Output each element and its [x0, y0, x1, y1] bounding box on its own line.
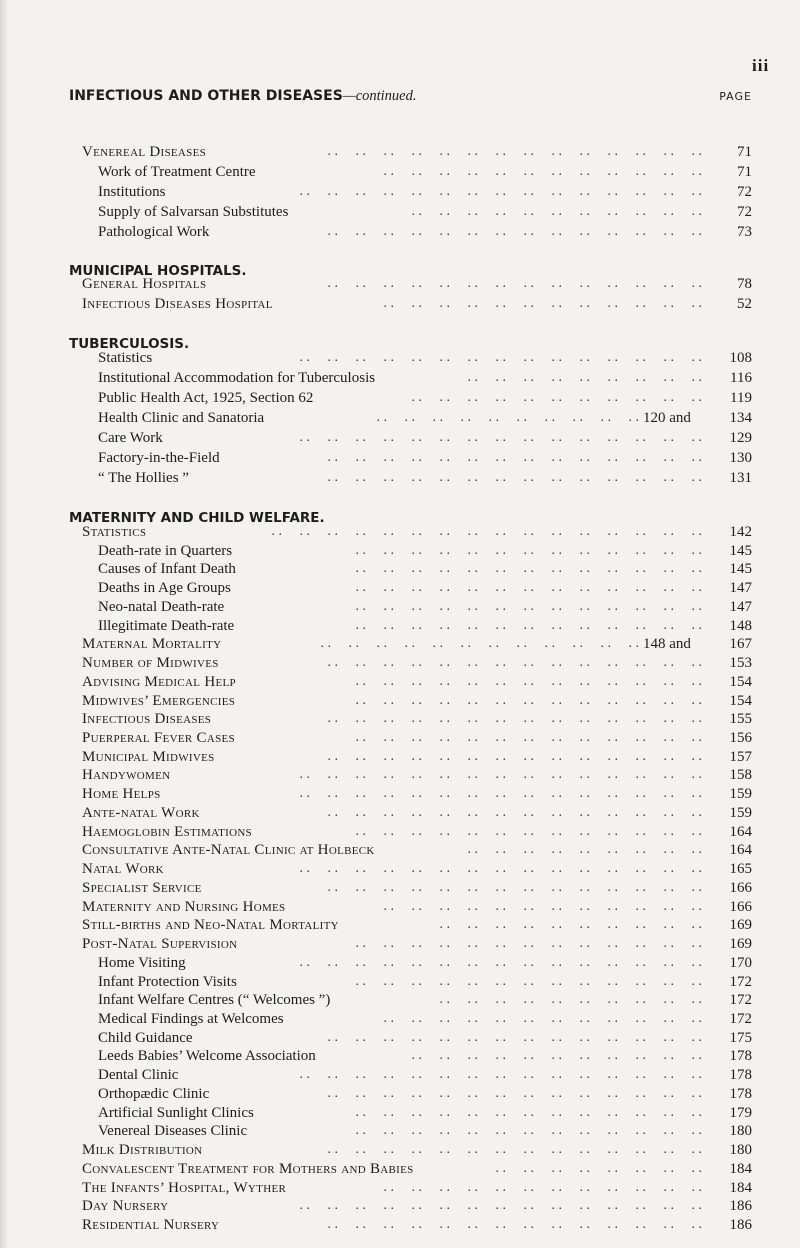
entry-page-number: 172: [729, 973, 752, 990]
index-entry: [98, 388, 752, 408]
index-entry: [82, 274, 752, 294]
entry-label: Number of Midwives: [82, 655, 219, 672]
leader-dots: . . . . . . . . . . . . . . . . . . . . . . . . . . . .: [313, 450, 702, 465]
leader-dots: . . . . . . . . . . . . . . . . . . . . . . . .: [369, 296, 702, 311]
index-entry: [82, 142, 752, 162]
entry-label: Infant Welfare Centres (“ Welcomes ”): [98, 992, 331, 1009]
entry-page-number: 180: [729, 1142, 752, 1159]
entry-page-number: 119: [730, 390, 752, 406]
leader-dots: . . . . . . . . . . . . . . . . . . . . . . . . . .: [341, 598, 702, 614]
leader-dots: . . . . . . . . . . . . . . . . . . . . . . . . . . . . . .: [285, 1067, 702, 1083]
entry-page-number: 179: [729, 1104, 752, 1121]
index-entry: [82, 747, 752, 767]
entry-page-number: 134: [729, 410, 752, 426]
index-entry: [82, 859, 752, 879]
entry-page-number: 164: [729, 842, 752, 859]
index-entry: [98, 222, 752, 242]
index-entry: [98, 953, 752, 973]
entry-label: Deaths in Age Groups: [98, 580, 231, 597]
entry-page-number: 72: [737, 204, 752, 220]
entry-label: Health Clinic and Sanatoria: [98, 410, 265, 426]
entry-label: Residential Nursery: [82, 1217, 220, 1233]
header-continued: —continued.: [342, 88, 417, 104]
index-entry: [98, 348, 752, 368]
entry-page-number: 147: [729, 580, 752, 597]
entry-label: General Hospitals: [82, 276, 207, 292]
page-edge-shadow: [0, 0, 8, 1248]
index-entry: [98, 202, 752, 222]
entry-label: Specialist Service: [82, 879, 202, 896]
index-entry: [82, 784, 752, 804]
leader-dots: . . . . . . . . . . . . . . . . . . . .: [362, 410, 639, 425]
roman-page-number: iii: [752, 56, 770, 75]
index-entry: [82, 728, 752, 748]
entry-page-number: 170: [729, 954, 752, 971]
entry-page-number: 165: [729, 861, 752, 878]
index-entry: [98, 408, 752, 428]
index-entry: [98, 578, 752, 598]
entry-label: Advising Medical Help: [82, 673, 236, 690]
index-entry: [98, 1084, 752, 1104]
leader-dots: . . . . . . . . . . . . . . . . . . . . . . . . . .: [341, 580, 702, 596]
entry-label: Handywomen: [82, 767, 171, 784]
entry-page-number: 158: [729, 767, 752, 784]
index-entry: [82, 653, 752, 673]
leader-dots: . . . . . . . . . . . . . . . . . . . . . . . . . .: [341, 561, 702, 577]
entry-page-number: 164: [729, 823, 752, 840]
entry-page-number: 153: [729, 655, 752, 672]
index-entry: [82, 878, 752, 898]
index-entry: [82, 934, 752, 954]
leader-dots: . . . . . . . . . . . . . . . . . . . . . . . . . .: [341, 973, 702, 989]
section-heading: MUNICIPAL HOSPITALS.: [69, 263, 247, 279]
entry-label: Institutional Accommodation for Tuberculosis: [98, 370, 376, 386]
entry-page-number: 159: [729, 804, 752, 821]
entry-label: Public Health Act, 1925, Section 62: [98, 390, 314, 406]
entry-page-number: 169: [729, 917, 752, 934]
entry-page-number: 169: [729, 936, 752, 953]
leader-dots: . . . . . . . . . . . . . . . . . . . . . . . . . . . .: [313, 1142, 702, 1158]
index-entry: [82, 822, 752, 842]
entry-label: Causes of Infant Death: [98, 561, 236, 578]
index-entry: [82, 840, 752, 860]
leader-dots: . . . . . . . . . . . . . . . . . . . . . . . .: [306, 636, 639, 652]
entry-page-number: 172: [729, 1010, 752, 1027]
leader-dots: . . . . . . . . . . . . . . . . . . . . . . . . . .: [341, 1104, 702, 1120]
entry-label: Post-Natal Supervision: [82, 936, 238, 953]
leader-dots: . . . . . . . . . . . . . . . . . . . . . . . . . .: [341, 673, 702, 689]
entry-label: Dental Clinic: [98, 1067, 179, 1084]
entry-page-number: 145: [729, 561, 752, 578]
leader-dots: . . . . . . . . . . . . . . . . . . . . . . . . . . . . . .: [285, 861, 702, 877]
entry-label: Natal Work: [82, 861, 164, 878]
index-entry: [82, 1140, 752, 1160]
entry-extra-pages: 148 and: [643, 636, 691, 653]
index-entry: [98, 368, 752, 388]
leader-dots: . . . . . . . . . . . . . . . . . . . . . . . . . .: [341, 730, 702, 746]
leader-dots: . . . . . . . . . . . . . . . . . . . . . . . . . . . . . .: [285, 767, 702, 783]
leader-dots: . . . . . . . . . . . . . . . . . . . . . . . .: [369, 1179, 702, 1195]
leader-dots: . . . . . . . . . . . . . . . . . . . . . . . . . .: [341, 692, 702, 708]
index-entry: [98, 468, 752, 488]
entry-label: Milk Distribution: [82, 1142, 203, 1159]
entry-label: Venereal Diseases Clinic: [98, 1123, 248, 1140]
leader-dots: . . . . . . . . . . . . . . . . . . . . . . . . . . . . . .: [285, 350, 702, 365]
entry-label: Convalescent Treatment for Mothers and Babies: [82, 1160, 414, 1177]
entry-label: Home Helps: [82, 786, 161, 803]
entry-label: Haemoglobin Estimations: [82, 823, 252, 840]
index-entry: [82, 1196, 752, 1216]
entry-label: Home Visiting: [98, 954, 186, 971]
index-entry: [98, 1009, 752, 1029]
entry-page-number: 166: [729, 879, 752, 896]
index-entry: [82, 294, 752, 314]
entry-page-number: 180: [729, 1123, 752, 1140]
index-entry: [98, 990, 752, 1010]
leader-dots: . . . . . . . . . . . . . . . .: [481, 1160, 702, 1176]
section-heading: TUBERCULOSIS.: [69, 336, 190, 352]
running-header: [69, 88, 752, 105]
leader-dots: . . . . . . . . . . . . . . . . . . . . . . . . . . . . . .: [285, 786, 702, 802]
index-entry: [98, 448, 752, 468]
entry-label: Maternal Mortality: [82, 636, 222, 653]
leader-dots: . . . . . . . . . . . . . . . . . .: [453, 842, 702, 858]
entry-label: Infectious Diseases: [82, 711, 212, 728]
entry-label: Midwives’ Emergencies: [82, 692, 236, 709]
entry-label: Pathological Work: [98, 224, 210, 240]
entry-page-number: 52: [737, 296, 752, 312]
entry-label: Day Nursery: [82, 1198, 169, 1215]
leader-dots: . . . . . . . . . . . . . . . . . . . . . .: [397, 1048, 702, 1064]
entry-label: Municipal Midwives: [82, 748, 215, 765]
entry-page-number: 178: [729, 1048, 752, 1065]
entry-page-number: 186: [729, 1217, 752, 1233]
index-entry: [82, 634, 752, 654]
entry-page-number: 155: [729, 711, 752, 728]
leader-dots: . . . . . . . . . . . . . . . . . . . . . . . . . . . .: [313, 276, 702, 291]
index-entry: [98, 1065, 752, 1085]
entry-page-number: 142: [729, 524, 752, 540]
leader-dots: . . . . . . . . . . . . . . . . . . . . . . . . . . . .: [313, 1085, 702, 1101]
index-entry: [98, 1121, 752, 1141]
entry-page-number: 157: [729, 748, 752, 765]
entry-page-number: 154: [729, 692, 752, 709]
entry-label: Ante-natal Work: [82, 804, 200, 821]
leader-dots: . . . . . . . . . . . . . . . . . . . . . . . . . .: [341, 542, 702, 558]
entry-page-number: 156: [729, 730, 752, 747]
entry-label: Maternity and Nursing Homes: [82, 898, 286, 915]
entry-label: “ The Hollies ”: [98, 470, 189, 486]
entry-label: Orthopædic Clinic: [98, 1085, 210, 1102]
leader-dots: . . . . . . . . . . . . . . . . . . . . . . . . . .: [341, 823, 702, 839]
leader-dots: . . . . . . . . . . . . . . . . . .: [453, 370, 702, 385]
index-entry: [98, 616, 752, 636]
index-entry: [98, 182, 752, 202]
index-entry: [98, 541, 752, 561]
entry-extra-pages: 120 and: [643, 410, 691, 426]
entry-label: Factory-in-the-Field: [98, 450, 220, 466]
leader-dots: . . . . . . . . . . . . . . . . . . . . . . . .: [369, 1010, 702, 1026]
entry-page-number: 175: [729, 1029, 752, 1046]
entry-label: Neo-natal Death-rate: [98, 598, 225, 615]
entry-label: Institutions: [98, 184, 166, 200]
leader-dots: . . . . . . . . . . . . . . . . . . . . . . . . . . . .: [313, 470, 702, 485]
section-heading: MATERNITY AND CHILD WELFARE.: [69, 510, 325, 526]
index-entry: [82, 897, 752, 917]
leader-dots: . . . . . . . . . . . . . . . . . . . .: [425, 992, 702, 1008]
entry-page-number: 172: [729, 992, 752, 1009]
index-entry: [98, 162, 752, 182]
entry-page-number: 159: [729, 786, 752, 803]
leader-dots: . . . . . . . . . . . . . . . . . . . . . . . . . .: [341, 617, 702, 633]
entry-label: The Infants’ Hospital, Wyther: [82, 1179, 287, 1196]
index-entry: [82, 672, 752, 692]
entry-label: Care Work: [98, 430, 163, 446]
leader-dots: . . . . . . . . . . . . . . . . . . . .: [425, 917, 702, 933]
entry-label: Infectious Diseases Hospital: [82, 296, 273, 312]
leader-dots: . . . . . . . . . . . . . . . . . . . . . . . . . . . .: [313, 748, 702, 764]
leader-dots: . . . . . . . . . . . . . . . . . . . . . . . . . . . . . .: [285, 954, 702, 970]
entry-label: Statistics: [82, 524, 147, 540]
entry-page-number: 147: [729, 598, 752, 615]
entry-label: Puerperal Fever Cases: [82, 730, 235, 747]
leader-dots: . . . . . . . . . . . . . . . . . . . . . . . . . . . . . . . .: [257, 524, 702, 539]
index-entry: [82, 1178, 752, 1198]
index-entry: [82, 1215, 752, 1235]
leader-dots: . . . . . . . . . . . . . . . . . . . . . . . .: [369, 164, 702, 179]
entry-label: Child Guidance: [98, 1029, 193, 1046]
index-entry: [82, 522, 752, 542]
entry-label: Supply of Salvarsan Substitutes: [98, 204, 289, 220]
entry-label: Leeds Babies’ Welcome Association: [98, 1048, 316, 1065]
entry-page-number: 178: [729, 1085, 752, 1102]
leader-dots: . . . . . . . . . . . . . . . . . . . . . . . . . . . . . .: [285, 1198, 702, 1214]
index-entry: [98, 428, 752, 448]
leader-dots: . . . . . . . . . . . . . . . . . . . . . . . . . . . .: [313, 711, 702, 727]
index-entry: [98, 972, 752, 992]
leader-dots: . . . . . . . . . . . . . . . . . . . . . .: [397, 204, 702, 219]
entry-page-number: 131: [729, 470, 752, 486]
entry-label: Infant Protection Visits: [98, 973, 237, 990]
entry-page-number: 71: [737, 164, 752, 180]
leader-dots: . . . . . . . . . . . . . . . . . . . . . . . . . . . . . .: [285, 184, 702, 199]
entry-label: Medical Findings at Welcomes: [98, 1010, 284, 1027]
entry-page-number: 73: [737, 224, 752, 240]
leader-dots: . . . . . . . . . . . . . . . . . . . . . . . .: [369, 898, 702, 914]
entry-page-number: 178: [729, 1067, 752, 1084]
entry-label: Venereal Diseases: [82, 144, 207, 160]
index-entry: [98, 1103, 752, 1123]
leader-dots: . . . . . . . . . . . . . . . . . . . . . . . . . .: [341, 936, 702, 952]
index-entry: [98, 597, 752, 617]
entry-page-number: 184: [729, 1179, 752, 1196]
index-entry: [82, 1159, 752, 1179]
header-title: INFECTIOUS AND OTHER DISEASES: [69, 88, 343, 104]
entry-page-number: 166: [729, 898, 752, 915]
entry-label: Still-births and Neo-Natal Mortality: [82, 917, 339, 934]
entry-label: Consultative Ante-Natal Clinic at Holbeck: [82, 842, 375, 859]
leader-dots: . . . . . . . . . . . . . . . . . . . . . . . . . . . .: [313, 144, 702, 159]
page-column-label: PAGE: [719, 90, 752, 103]
index-entry: [82, 765, 752, 785]
index-entry: [98, 559, 752, 579]
index-entry: [82, 709, 752, 729]
index-entry: [82, 915, 752, 935]
entry-page-number: 78: [737, 276, 752, 292]
entry-page-number: 129: [729, 430, 752, 446]
leader-dots: . . . . . . . . . . . . . . . . . . . . . . . . . .: [341, 1123, 702, 1139]
leader-dots: . . . . . . . . . . . . . . . . . . . . . . . . . . . .: [313, 879, 702, 895]
entry-page-number: 148: [729, 617, 752, 634]
entry-page-number: 154: [729, 673, 752, 690]
entry-page-number: 72: [737, 184, 752, 200]
entry-page-number: 71: [737, 144, 752, 160]
index-entry: [82, 803, 752, 823]
leader-dots: . . . . . . . . . . . . . . . . . . . . . . . . . . . .: [313, 655, 702, 671]
index-entry: [98, 1028, 752, 1048]
entry-page-number: 167: [729, 636, 752, 653]
entry-page-number: 130: [729, 450, 752, 466]
entry-page-number: 184: [729, 1160, 752, 1177]
index-entry: [82, 691, 752, 711]
entry-page-number: 186: [729, 1198, 752, 1215]
entry-label: Statistics: [98, 350, 153, 366]
entry-label: Artificial Sunlight Clinics: [98, 1104, 254, 1121]
entry-label: Illegitimate Death-rate: [98, 617, 235, 634]
entry-label: Work of Treatment Centre: [98, 164, 256, 180]
entry-page-number: 108: [729, 350, 752, 366]
entry-page-number: 116: [730, 370, 752, 386]
leader-dots: . . . . . . . . . . . . . . . . . . . . . . . . . . . .: [313, 224, 702, 239]
leader-dots: . . . . . . . . . . . . . . . . . . . . . . . . . . . .: [313, 1029, 702, 1045]
entry-page-number: 145: [729, 542, 752, 559]
leader-dots: . . . . . . . . . . . . . . . . . . . . . . . . . . . .: [313, 804, 702, 820]
entry-label: Death-rate in Quarters: [98, 542, 233, 559]
leader-dots: . . . . . . . . . . . . . . . . . . . . . . . . . . . .: [313, 1217, 702, 1232]
index-entry: [98, 1046, 752, 1066]
leader-dots: . . . . . . . . . . . . . . . . . . . . . . . . . . . . . .: [285, 430, 702, 445]
leader-dots: . . . . . . . . . . . . . . . . . . . . . .: [397, 390, 702, 405]
